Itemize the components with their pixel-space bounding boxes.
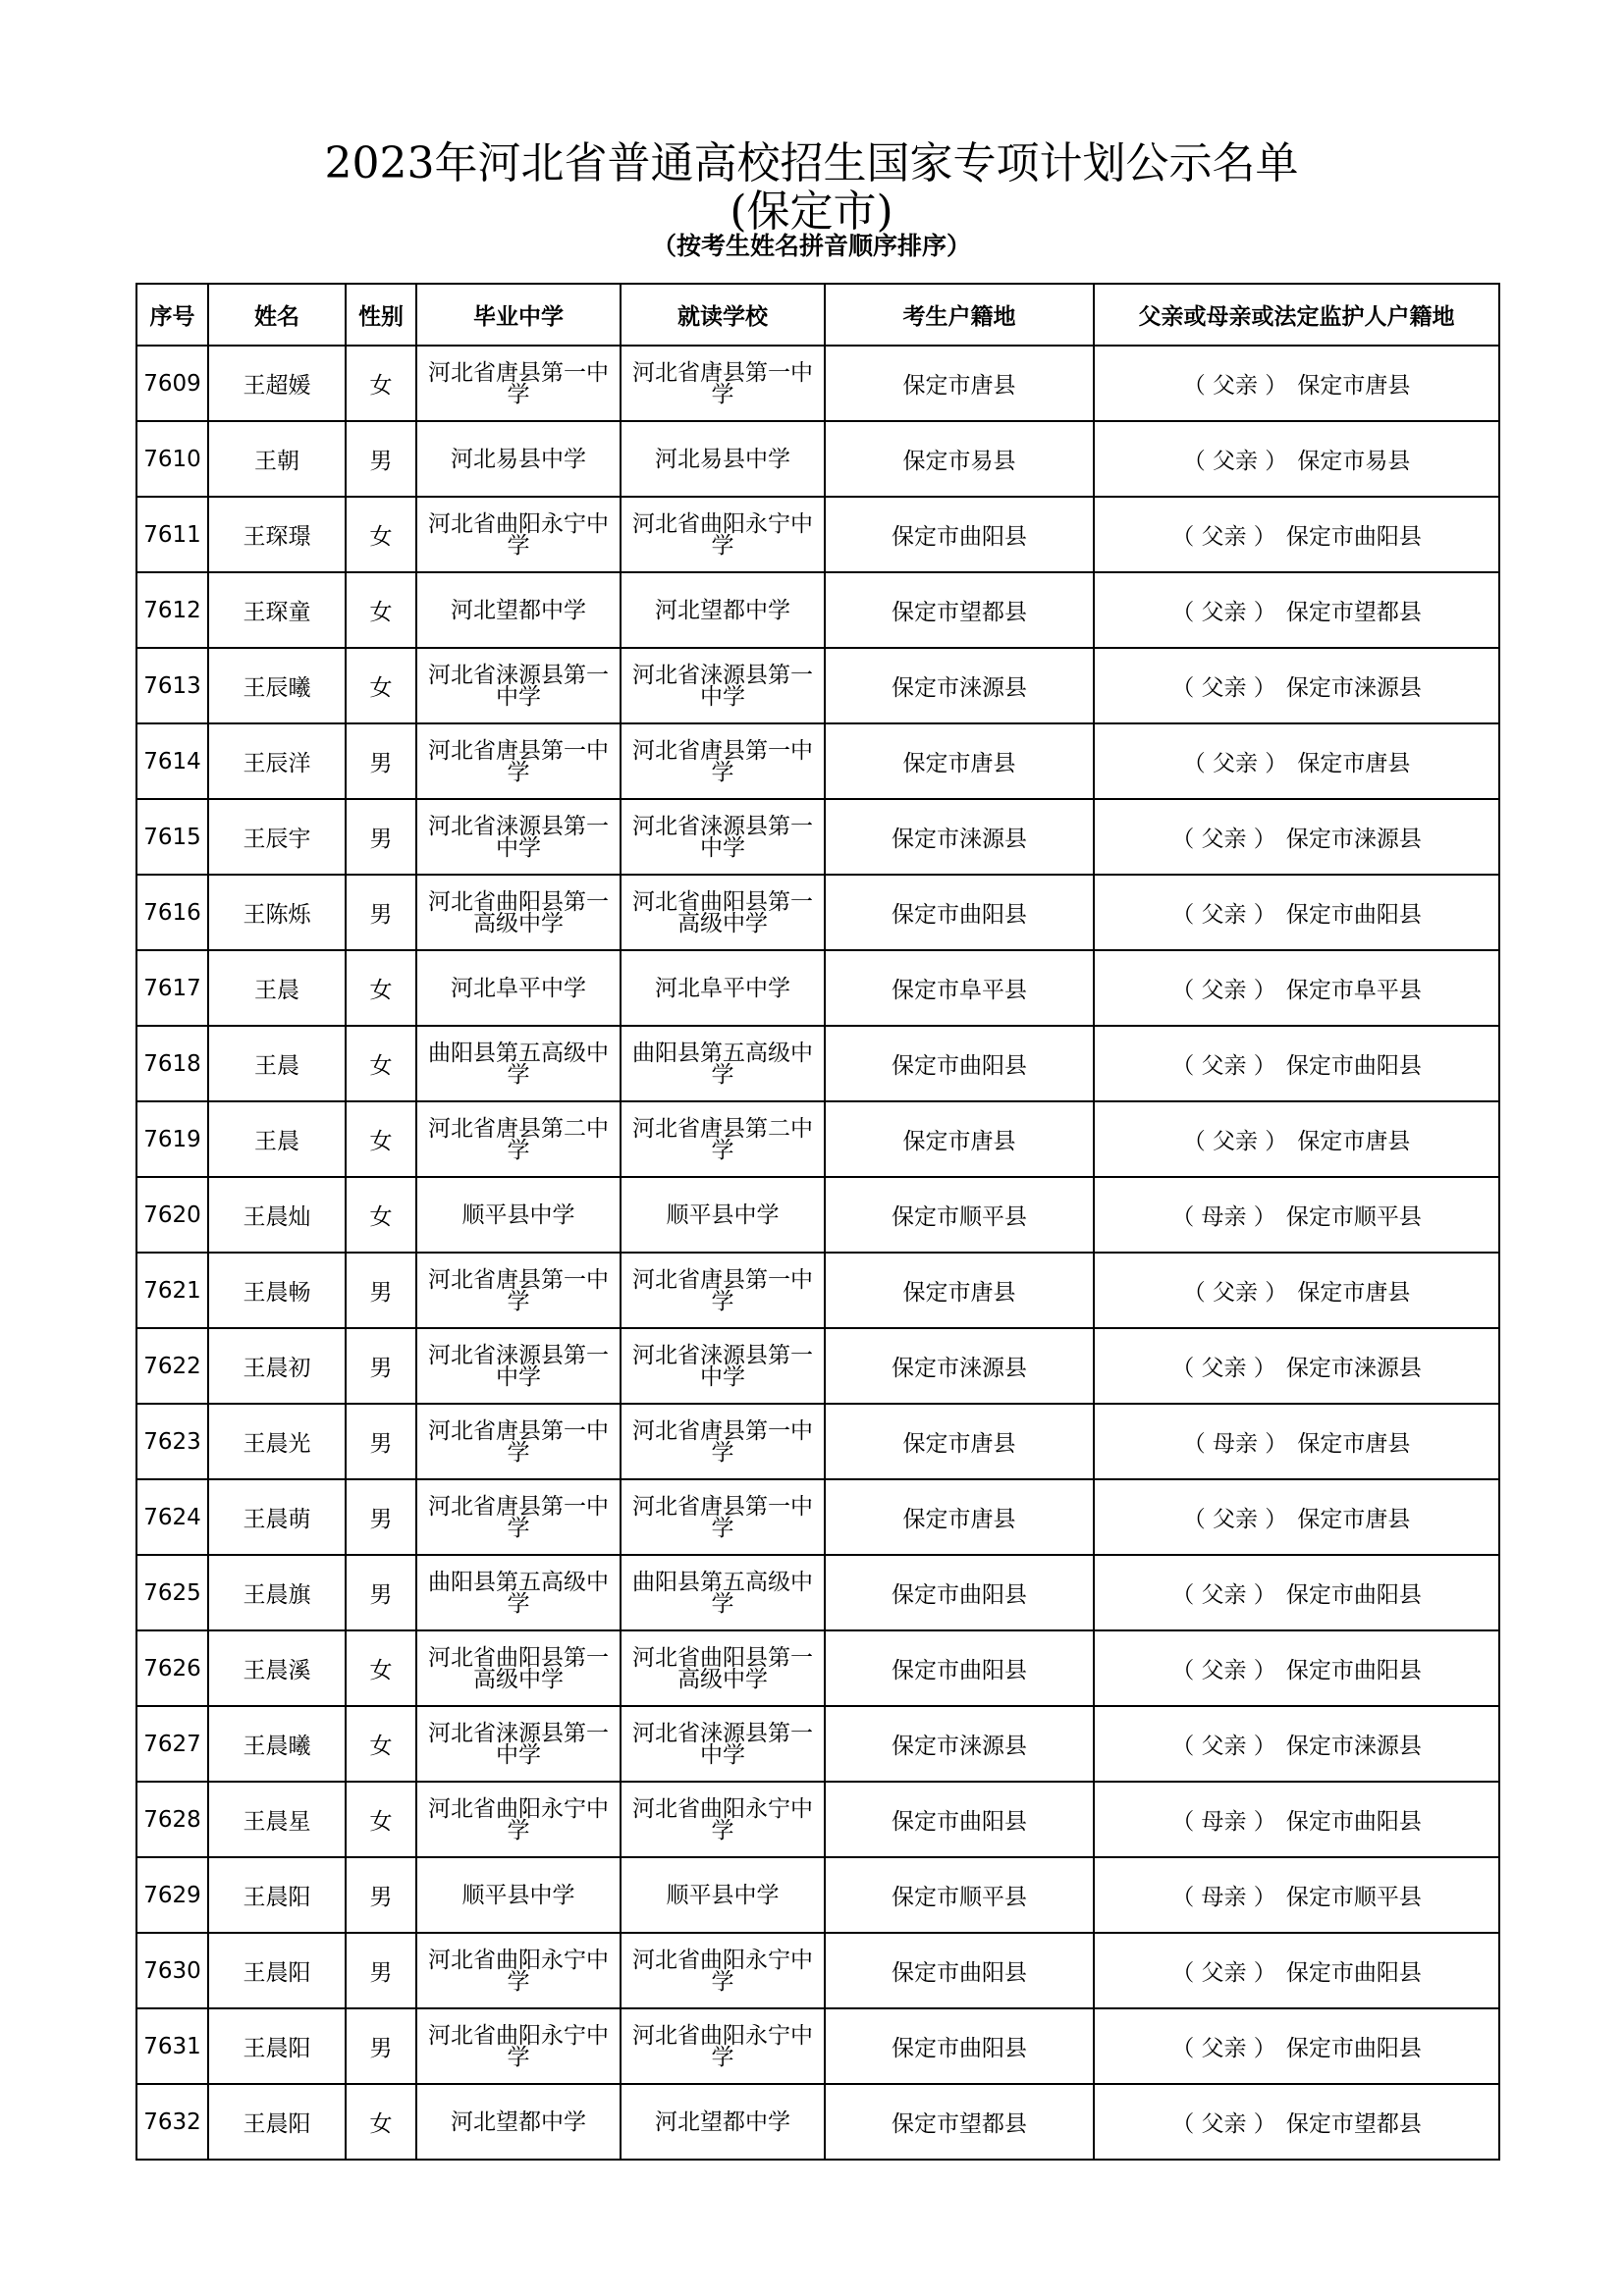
cell-name: 王晨萌 [208, 1479, 346, 1555]
table-row [136, 1026, 1499, 1101]
cell-study-school: 河北省唐县第一中学 [621, 1479, 825, 1555]
cell-name: 王晨畅 [208, 1253, 346, 1328]
cell-study-school: 河北省曲阳县第一高级中学 [621, 875, 825, 950]
cell-gender: 男 [346, 1479, 416, 1555]
cell-grad-school: 河北易县中学 [416, 421, 621, 497]
guardian-residence: 保定市曲阳县 [1285, 1960, 1422, 1986]
cell-residence: 保定市曲阳县 [825, 1782, 1094, 1857]
cell-no: 7612 [136, 572, 208, 648]
cell-residence: 保定市唐县 [825, 1404, 1094, 1479]
cell-name: 王晨星 [208, 1782, 346, 1857]
cell-residence: 保定市涞源县 [825, 1706, 1094, 1782]
cell-guardian-residence [1094, 2008, 1499, 2084]
cell-name: 王晨阳 [208, 2084, 346, 2160]
cell-guardian-residence [1094, 1026, 1499, 1101]
cell-gender: 男 [346, 799, 416, 875]
cell-gender: 女 [346, 648, 416, 723]
cell-gender: 女 [346, 950, 416, 1026]
cell-gender: 男 [346, 875, 416, 950]
guardian-residence: 保定市顺平县 [1285, 1885, 1422, 1910]
cell-guardian-residence [1094, 723, 1499, 799]
guardian-residence: 保定市唐县 [1297, 751, 1411, 776]
cell-residence: 保定市曲阳县 [825, 1630, 1094, 1706]
cell-study-school: 河北阜平中学 [621, 950, 825, 1026]
cell-study-school: 河北省涞源县第一中学 [621, 1706, 825, 1782]
cell-gender: 女 [346, 497, 416, 572]
guardian-relation: （ 父亲 ） [1171, 600, 1276, 625]
cell-residence: 保定市曲阳县 [825, 497, 1094, 572]
header-residence: 考生户籍地 [825, 284, 1094, 346]
sort-note: （按考生姓名拼音顺序排序） [651, 232, 971, 260]
cell-gender: 男 [346, 421, 416, 497]
guardian-relation: （ 父亲 ） [1182, 373, 1288, 399]
cell-gender: 女 [346, 572, 416, 648]
guardian-residence: 保定市唐县 [1297, 1280, 1411, 1306]
table-row [136, 2084, 1499, 2160]
cell-no: 7629 [136, 1857, 208, 1933]
cell-study-school: 河北省唐县第二中学 [621, 1101, 825, 1177]
guardian-residence: 保定市阜平县 [1285, 978, 1422, 1003]
guardian-relation: （ 母亲 ） [1171, 1204, 1276, 1230]
table-row [136, 1101, 1499, 1177]
cell-grad-school: 河北省曲阳永宁中学 [416, 1782, 621, 1857]
cell-name: 王晨 [208, 950, 346, 1026]
table-row [136, 1177, 1499, 1253]
header-grad-school: 毕业中学 [416, 284, 621, 346]
document-title: 2023年河北省普通高校招生国家专项计划公示名单 [324, 138, 1299, 188]
guardian-residence: 保定市涞源县 [1285, 675, 1422, 701]
cell-grad-school: 曲阳县第五高级中学 [416, 1555, 621, 1630]
cell-no: 7621 [136, 1253, 208, 1328]
table-row [136, 799, 1499, 875]
cell-grad-school: 河北阜平中学 [416, 950, 621, 1026]
table-row [136, 1479, 1499, 1555]
roster-table [135, 283, 1500, 2161]
cell-grad-school: 曲阳县第五高级中学 [416, 1026, 621, 1101]
guardian-residence: 保定市曲阳县 [1285, 1053, 1422, 1079]
cell-name: 王晨曦 [208, 1706, 346, 1782]
cell-gender: 女 [346, 1630, 416, 1706]
table-row [136, 723, 1499, 799]
cell-study-school: 河北省曲阳永宁中学 [621, 1782, 825, 1857]
guardian-relation: （ 父亲 ） [1182, 1507, 1288, 1532]
cell-grad-school: 河北省唐县第一中学 [416, 1404, 621, 1479]
cell-no: 7610 [136, 421, 208, 497]
guardian-residence: 保定市望都县 [1285, 2111, 1422, 2137]
cell-gender: 男 [346, 1933, 416, 2008]
cell-no: 7614 [136, 723, 208, 799]
cell-grad-school: 河北省曲阳永宁中学 [416, 1933, 621, 2008]
cell-study-school: 河北望都中学 [621, 572, 825, 648]
document-subtitle: (保定市) [730, 187, 893, 237]
cell-guardian-residence [1094, 1404, 1499, 1479]
cell-grad-school: 河北省曲阳县第一高级中学 [416, 1630, 621, 1706]
cell-no: 7613 [136, 648, 208, 723]
table-row [136, 1782, 1499, 1857]
guardian-residence: 保定市唐县 [1297, 1507, 1411, 1532]
cell-guardian-residence [1094, 950, 1499, 1026]
cell-guardian-residence [1094, 1177, 1499, 1253]
table-row [136, 346, 1499, 421]
guardian-residence: 保定市曲阳县 [1285, 1582, 1422, 1608]
cell-no: 7611 [136, 497, 208, 572]
cell-guardian-residence [1094, 1253, 1499, 1328]
guardian-relation: （ 父亲 ） [1182, 449, 1288, 474]
cell-no: 7617 [136, 950, 208, 1026]
cell-study-school: 河北易县中学 [621, 421, 825, 497]
guardian-residence: 保定市望都县 [1285, 600, 1422, 625]
table-row [136, 875, 1499, 950]
cell-name: 王晨阳 [208, 1933, 346, 2008]
cell-residence: 保定市曲阳县 [825, 1026, 1094, 1101]
cell-guardian-residence [1094, 1630, 1499, 1706]
cell-residence: 保定市阜平县 [825, 950, 1094, 1026]
table-row [136, 648, 1499, 723]
cell-guardian-residence [1094, 1857, 1499, 1933]
cell-residence: 保定市唐县 [825, 1479, 1094, 1555]
cell-grad-school: 河北省曲阳县第一高级中学 [416, 875, 621, 950]
cell-no: 7630 [136, 1933, 208, 2008]
cell-name: 王晨阳 [208, 1857, 346, 1933]
table-row [136, 1630, 1499, 1706]
cell-residence: 保定市唐县 [825, 1101, 1094, 1177]
cell-guardian-residence [1094, 1101, 1499, 1177]
cell-grad-school: 河北省涞源县第一中学 [416, 648, 621, 723]
cell-name: 王陈烁 [208, 875, 346, 950]
cell-grad-school: 河北省曲阳永宁中学 [416, 497, 621, 572]
cell-gender: 男 [346, 723, 416, 799]
guardian-residence: 保定市曲阳县 [1285, 2036, 1422, 2061]
guardian-relation: （ 父亲 ） [1182, 751, 1288, 776]
cell-study-school: 曲阳县第五高级中学 [621, 1026, 825, 1101]
table-row [136, 1253, 1499, 1328]
guardian-relation: （ 父亲 ） [1171, 1960, 1276, 1986]
cell-guardian-residence [1094, 497, 1499, 572]
guardian-relation: （ 父亲 ） [1171, 524, 1276, 550]
guardian-relation: （ 父亲 ） [1171, 978, 1276, 1003]
cell-gender: 女 [346, 1706, 416, 1782]
cell-no: 7620 [136, 1177, 208, 1253]
cell-study-school: 河北省曲阳县第一高级中学 [621, 1630, 825, 1706]
cell-name: 王辰曦 [208, 648, 346, 723]
cell-grad-school: 河北省涞源县第一中学 [416, 799, 621, 875]
cell-grad-school: 河北省唐县第二中学 [416, 1101, 621, 1177]
cell-guardian-residence [1094, 1328, 1499, 1404]
guardian-relation: （ 父亲 ） [1171, 1582, 1276, 1608]
guardian-relation: （ 父亲 ） [1182, 1129, 1288, 1154]
guardian-residence: 保定市曲阳县 [1285, 1658, 1422, 1683]
cell-name: 王晨灿 [208, 1177, 346, 1253]
cell-grad-school: 河北望都中学 [416, 2084, 621, 2160]
guardian-relation: （ 父亲 ） [1171, 1356, 1276, 1381]
cell-name: 王琛童 [208, 572, 346, 648]
cell-guardian-residence [1094, 1782, 1499, 1857]
cell-guardian-residence [1094, 1555, 1499, 1630]
guardian-residence: 保定市曲阳县 [1285, 1809, 1422, 1835]
cell-name: 王晨 [208, 1101, 346, 1177]
cell-no: 7616 [136, 875, 208, 950]
cell-name: 王琛璟 [208, 497, 346, 572]
cell-guardian-residence [1094, 1706, 1499, 1782]
cell-name: 王晨光 [208, 1404, 346, 1479]
cell-grad-school: 河北省曲阳永宁中学 [416, 2008, 621, 2084]
guardian-residence: 保定市唐县 [1297, 1431, 1411, 1457]
guardian-relation: （ 父亲 ） [1171, 902, 1276, 928]
table-row [136, 497, 1499, 572]
cell-guardian-residence [1094, 346, 1499, 421]
guardian-relation: （ 父亲 ） [1171, 1658, 1276, 1683]
cell-no: 7628 [136, 1782, 208, 1857]
guardian-relation: （ 母亲 ） [1182, 1431, 1288, 1457]
cell-name: 王辰宇 [208, 799, 346, 875]
cell-name: 王朝 [208, 421, 346, 497]
cell-no: 7623 [136, 1404, 208, 1479]
guardian-residence: 保定市曲阳县 [1285, 524, 1422, 550]
cell-grad-school: 河北省唐县第一中学 [416, 1479, 621, 1555]
cell-gender: 女 [346, 2084, 416, 2160]
table-row [136, 1933, 1499, 2008]
cell-name: 王晨溪 [208, 1630, 346, 1706]
cell-guardian-residence [1094, 572, 1499, 648]
cell-gender: 女 [346, 1177, 416, 1253]
guardian-residence: 保定市唐县 [1297, 1129, 1411, 1154]
cell-residence: 保定市唐县 [825, 1253, 1094, 1328]
cell-gender: 女 [346, 1026, 416, 1101]
cell-no: 7626 [136, 1630, 208, 1706]
cell-study-school: 河北省涞源县第一中学 [621, 799, 825, 875]
guardian-relation: （ 父亲 ） [1171, 2036, 1276, 2061]
header-study-school: 就读学校 [621, 284, 825, 346]
cell-name: 王超媛 [208, 346, 346, 421]
cell-grad-school: 河北省唐县第一中学 [416, 346, 621, 421]
cell-name: 王晨旗 [208, 1555, 346, 1630]
cell-study-school: 顺平县中学 [621, 1177, 825, 1253]
cell-guardian-residence [1094, 875, 1499, 950]
cell-study-school: 河北省唐县第一中学 [621, 1253, 825, 1328]
cell-study-school: 河北省涞源县第一中学 [621, 648, 825, 723]
guardian-relation: （ 父亲 ） [1171, 1734, 1276, 1759]
cell-guardian-residence [1094, 421, 1499, 497]
cell-study-school: 河北省唐县第一中学 [621, 346, 825, 421]
cell-gender: 男 [346, 1404, 416, 1479]
cell-residence: 保定市唐县 [825, 723, 1094, 799]
cell-study-school: 河北省唐县第一中学 [621, 723, 825, 799]
cell-grad-school: 顺平县中学 [416, 1857, 621, 1933]
guardian-relation: （ 父亲 ） [1171, 675, 1276, 701]
cell-guardian-residence [1094, 2084, 1499, 2160]
cell-no: 7632 [136, 2084, 208, 2160]
cell-study-school: 河北省曲阳永宁中学 [621, 1933, 825, 2008]
cell-residence: 保定市望都县 [825, 2084, 1094, 2160]
cell-no: 7609 [136, 346, 208, 421]
guardian-relation: （ 母亲 ） [1171, 1885, 1276, 1910]
header-name: 姓名 [208, 284, 346, 346]
cell-name: 王晨阳 [208, 2008, 346, 2084]
cell-grad-school: 河北省唐县第一中学 [416, 1253, 621, 1328]
table-row [136, 1857, 1499, 1933]
cell-no: 7622 [136, 1328, 208, 1404]
cell-guardian-residence [1094, 1933, 1499, 2008]
cell-guardian-residence [1094, 648, 1499, 723]
table-row [136, 572, 1499, 648]
cell-study-school: 河北省曲阳永宁中学 [621, 497, 825, 572]
cell-guardian-residence [1094, 1479, 1499, 1555]
cell-grad-school: 河北省唐县第一中学 [416, 723, 621, 799]
cell-grad-school: 顺平县中学 [416, 1177, 621, 1253]
cell-grad-school: 河北望都中学 [416, 572, 621, 648]
cell-gender: 男 [346, 1328, 416, 1404]
table-row [136, 1328, 1499, 1404]
cell-residence: 保定市曲阳县 [825, 1555, 1094, 1630]
cell-no: 7624 [136, 1479, 208, 1555]
cell-guardian-residence [1094, 799, 1499, 875]
guardian-residence: 保定市涞源县 [1285, 1734, 1422, 1759]
cell-gender: 男 [346, 2008, 416, 2084]
cell-grad-school: 河北省涞源县第一中学 [416, 1706, 621, 1782]
cell-residence: 保定市涞源县 [825, 1328, 1094, 1404]
table-header-row [136, 284, 1499, 346]
cell-gender: 女 [346, 1101, 416, 1177]
guardian-relation: （ 父亲 ） [1171, 2111, 1276, 2137]
cell-residence: 保定市唐县 [825, 346, 1094, 421]
guardian-relation: （ 父亲 ） [1182, 1280, 1288, 1306]
cell-no: 7618 [136, 1026, 208, 1101]
table-row [136, 950, 1499, 1026]
cell-gender: 女 [346, 1782, 416, 1857]
cell-gender: 女 [346, 346, 416, 421]
cell-no: 7625 [136, 1555, 208, 1630]
table-row [136, 1404, 1499, 1479]
cell-name: 王晨 [208, 1026, 346, 1101]
cell-residence: 保定市涞源县 [825, 799, 1094, 875]
cell-study-school: 曲阳县第五高级中学 [621, 1555, 825, 1630]
cell-residence: 保定市曲阳县 [825, 1933, 1094, 2008]
cell-gender: 男 [346, 1555, 416, 1630]
cell-study-school: 顺平县中学 [621, 1857, 825, 1933]
cell-gender: 男 [346, 1857, 416, 1933]
cell-study-school: 河北省涞源县第一中学 [621, 1328, 825, 1404]
cell-name: 王辰洋 [208, 723, 346, 799]
guardian-residence: 保定市涞源县 [1285, 827, 1422, 852]
cell-study-school: 河北省曲阳永宁中学 [621, 2008, 825, 2084]
cell-no: 7631 [136, 2008, 208, 2084]
guardian-residence: 保定市唐县 [1297, 373, 1411, 399]
header-no: 序号 [136, 284, 208, 346]
cell-residence: 保定市顺平县 [825, 1177, 1094, 1253]
cell-study-school: 河北省唐县第一中学 [621, 1404, 825, 1479]
cell-gender: 男 [346, 1253, 416, 1328]
cell-residence: 保定市曲阳县 [825, 875, 1094, 950]
cell-no: 7615 [136, 799, 208, 875]
table-row [136, 2008, 1499, 2084]
header-guardian-residence: 父亲或母亲或法定监护人户籍地 [1094, 284, 1499, 346]
cell-residence: 保定市涞源县 [825, 648, 1094, 723]
guardian-relation: （ 母亲 ） [1171, 1809, 1276, 1835]
header-gender: 性别 [346, 284, 416, 346]
cell-residence: 保定市曲阳县 [825, 2008, 1094, 2084]
cell-no: 7619 [136, 1101, 208, 1177]
cell-name: 王晨初 [208, 1328, 346, 1404]
guardian-residence: 保定市易县 [1297, 449, 1411, 474]
table-row [136, 421, 1499, 497]
cell-residence: 保定市易县 [825, 421, 1094, 497]
guardian-residence: 保定市涞源县 [1285, 1356, 1422, 1381]
cell-study-school: 河北望都中学 [621, 2084, 825, 2160]
cell-grad-school: 河北省涞源县第一中学 [416, 1328, 621, 1404]
cell-residence: 保定市顺平县 [825, 1857, 1094, 1933]
table-row [136, 1706, 1499, 1782]
guardian-relation: （ 父亲 ） [1171, 1053, 1276, 1079]
guardian-relation: （ 父亲 ） [1171, 827, 1276, 852]
guardian-residence: 保定市顺平县 [1285, 1204, 1422, 1230]
cell-residence: 保定市望都县 [825, 572, 1094, 648]
cell-no: 7627 [136, 1706, 208, 1782]
table-row [136, 1555, 1499, 1630]
guardian-residence: 保定市曲阳县 [1285, 902, 1422, 928]
